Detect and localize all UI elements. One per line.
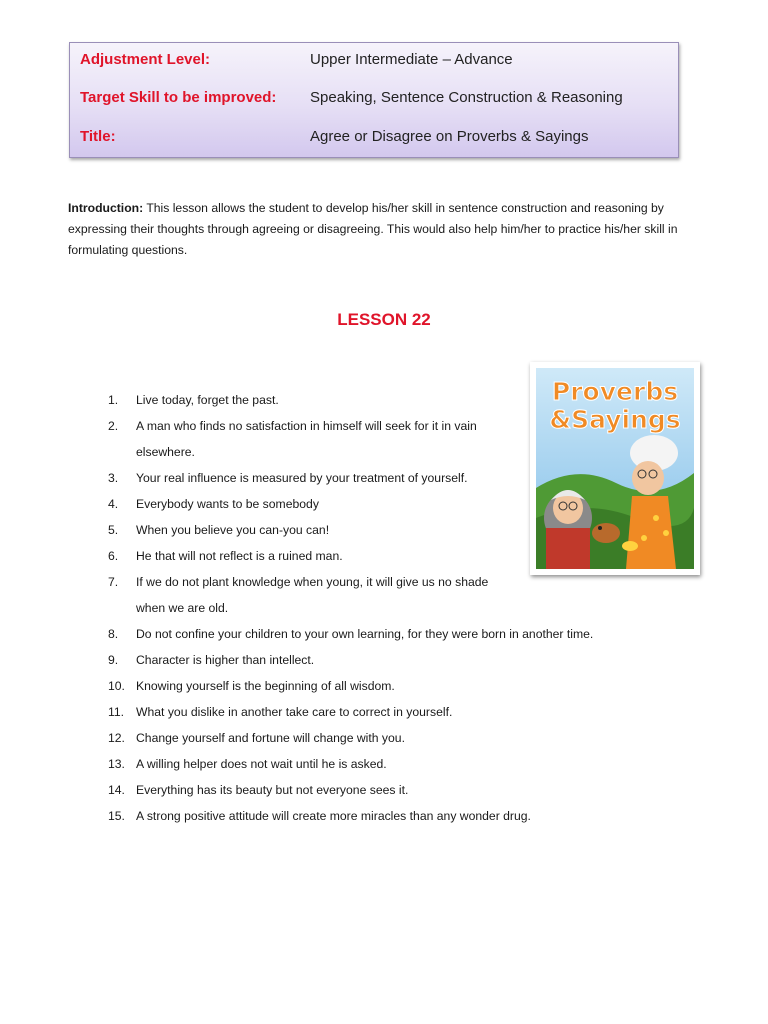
list-item-number: 15.	[108, 809, 125, 823]
introduction-text: This lesson allows the student to develop his/her skill in sentence construction and reasoning by expressing their thoughts through agreeing or disagreeing. This would also help him/her to practice his/her skill in formulating questions.	[68, 201, 678, 257]
list-item-number: 14.	[108, 783, 125, 797]
list-item-text: What you dislike in another take care to correct in yourself.	[136, 705, 453, 719]
list-item-text: Change yourself and fortune will change with you.	[136, 731, 405, 745]
list-item	[108, 751, 648, 777]
list-item	[108, 777, 648, 803]
proverbs-list	[108, 387, 648, 829]
book-cover-title-line1: Proverbs	[551, 377, 679, 406]
introduction-paragraph	[68, 198, 708, 261]
info-label: Title:	[80, 128, 116, 145]
list-item-text: Everybody wants to be somebody	[136, 497, 319, 511]
list-item	[108, 413, 518, 465]
list-item-number: 9.	[108, 653, 119, 667]
list-item-text: He that will not reflect is a ruined man.	[136, 549, 343, 563]
lesson-info-box	[69, 42, 679, 158]
list-item-number: 11.	[108, 705, 125, 719]
introduction-label: Introduction:	[68, 201, 144, 215]
info-label: Adjustment Level:	[80, 51, 211, 68]
info-value: Speaking, Sentence Construction & Reasoning	[310, 89, 623, 106]
list-item-number: 10.	[108, 679, 125, 693]
list-item	[108, 673, 648, 699]
info-value: Agree or Disagree on Proverbs & Sayings	[310, 128, 589, 145]
list-item-text: Do not confine your children to your own learning, for they were born in another time.	[136, 627, 594, 641]
list-item-text: Live today, forget the past.	[136, 393, 279, 407]
list-item-number: 2.	[108, 419, 119, 433]
list-item-number: 8.	[108, 627, 119, 641]
list-item-text: Character is higher than intellect.	[136, 653, 315, 667]
list-item-number: 6.	[108, 549, 119, 563]
list-item-text: When you believe you can-you can!	[136, 523, 330, 537]
list-item-number: 7.	[108, 575, 119, 589]
list-item	[108, 803, 648, 829]
list-item-number: 1.	[108, 393, 119, 407]
info-label: Target Skill to be improved:	[80, 89, 277, 106]
book-cover-title-line2: &Sayings	[549, 405, 681, 434]
list-item-text: A man who finds no satisfaction in himself will seek for it in vain elsewhere.	[136, 419, 477, 459]
list-item	[108, 621, 648, 647]
list-item	[108, 517, 518, 543]
list-item-number: 3.	[108, 471, 119, 485]
list-item	[108, 491, 518, 517]
list-item	[108, 699, 648, 725]
list-item	[108, 465, 518, 491]
list-item-text: Everything has its beauty but not everyone sees it.	[136, 783, 409, 797]
list-item-text: A strong positive attitude will create more miracles than any wonder drug.	[136, 809, 531, 823]
list-item	[108, 569, 518, 621]
list-item-text: Your real influence is measured by your treatment of yourself.	[136, 471, 468, 485]
lesson-title: LESSON 22	[337, 310, 431, 329]
list-item-text: Knowing yourself is the beginning of all wisdom.	[136, 679, 395, 693]
info-value: Upper Intermediate – Advance	[310, 51, 513, 68]
list-item-text: If we do not plant knowledge when young, it will give us no shade when we are old.	[136, 575, 489, 615]
list-item-number: 5.	[108, 523, 119, 537]
list-item-number: 12.	[108, 731, 125, 745]
list-item	[108, 543, 518, 569]
list-item	[108, 387, 518, 413]
list-item-number: 4.	[108, 497, 119, 511]
list-item-number: 13.	[108, 757, 125, 771]
list-item	[108, 647, 648, 673]
list-item	[108, 725, 648, 751]
list-item-text: A willing helper does not wait until he is asked.	[136, 757, 387, 771]
